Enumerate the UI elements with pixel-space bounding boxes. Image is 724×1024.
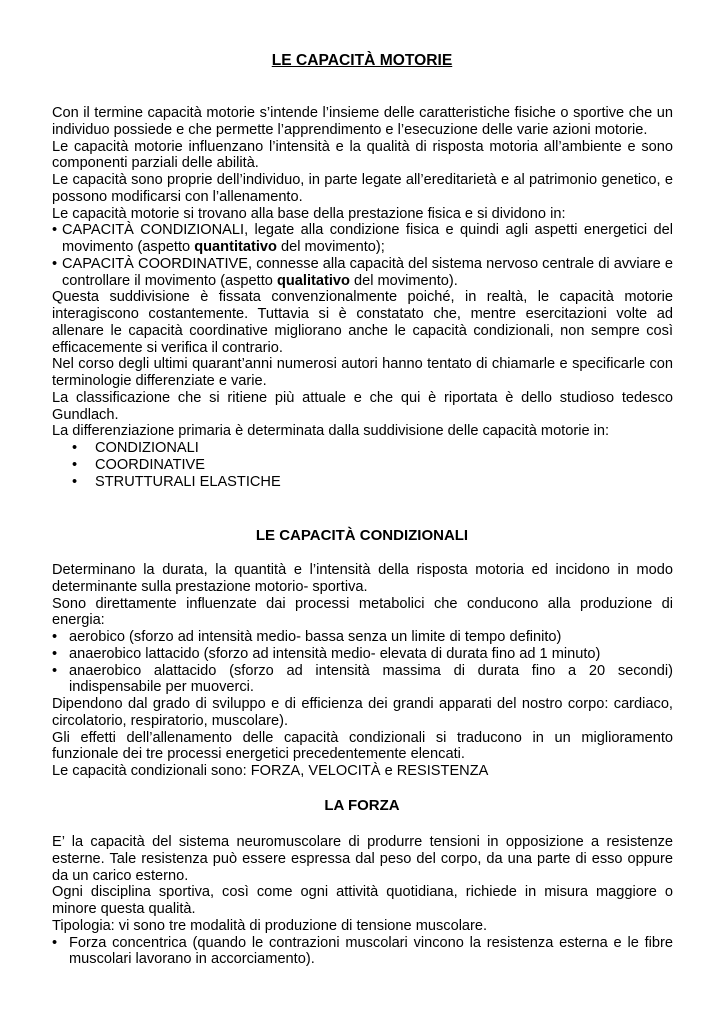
intro-paragraph-7: La classificazione che si ritiene più attuale e che qui è riportata è dello studioso tedesco Gundlach. <box>52 389 673 423</box>
intro-paragraph-4: Le capacità motorie si trovano alla base della prestazione fisica e si dividono in: <box>52 205 566 222</box>
bullet-text: del movimento); <box>276 239 385 255</box>
forza-paragraph-1: E’ la capacità del sistema neuromuscolare di produrre tensioni in opposizione a resistenze esterne. Tale resistenza può essere espressa dal peso del corpo, da una parte di esso oppure da un carico esterno. <box>52 834 673 884</box>
bullet-capacita-coordinative <box>52 256 673 290</box>
forza-section <box>52 834 673 968</box>
condizionali-section <box>52 562 673 780</box>
condizionali-paragraph-3: Dipendono dal grado di sviluppo e di efficienza dei grandi apparati del nostro corpo: cardiaco, circolatorio, respiratorio, muscolare). <box>52 696 673 729</box>
forza-paragraph-2: Ogni disciplina sportiva, così come ogni attività quotidiana, richiede in misura maggiore o minore questa qualità. <box>52 884 673 917</box>
list-item: • COORDINATIVE <box>52 457 673 474</box>
condizionali-paragraph-2: Sono direttamente influenzate dai processi metabolici che conducono alla produzione di energia: <box>52 595 673 629</box>
list-item: • anaerobico lattacido (sforzo ad intensità medio- elevata di durata fino ad 1 minuto) <box>52 646 673 663</box>
condizionali-paragraph-1: Determinano la durata, la quantità e l’intensità della risposta motoria ed incidono in modo determinante sulla prestazione motorio- sportiva. <box>52 562 673 595</box>
list-item: • Forza concentrica (quando le contrazioni muscolari vincono la resistenza esterna e le fibre muscolari lavorano in accorciamento). <box>52 935 673 969</box>
intro-paragraph-2: Le capacità motorie influenzano l’intensità e la qualità di risposta motoria all’ambiente e sono componenti parziali delle abilità. <box>52 138 673 172</box>
bold-qualitativo: qualitativo <box>276 272 350 289</box>
list-item: • STRUTTURALI ELASTICHE <box>52 474 673 491</box>
list-item: • CONDIZIONALI <box>52 440 673 457</box>
intro-paragraph-3: Le capacità sono proprie dell’individuo, in parte legate all’ereditarietà e al patrimonio genetico, e possono modificarsi con l’allenamento. <box>52 172 673 205</box>
intro-paragraph-6: Nel corso degli ultimi quarant’anni numerosi autori hanno tentato di chiamarle e specificarle con terminologie differenziate e varie. <box>52 356 673 389</box>
heading-capacita-condizionali: LE CAPACITÀ CONDIZIONALI <box>255 527 469 544</box>
bullet-text: CAPACITÀ CONDIZIONALI, legate alla condizione fisica e quindi agli aspetti energetici del movimento (aspetto <box>62 222 673 255</box>
intro-paragraph-8: La differenziazione primaria è determinata dalla suddivisione delle capacità motorie in: <box>52 423 610 440</box>
forza-paragraph-3: Tipologia: vi sono tre modalità di produzione di tensione muscolare. <box>52 917 488 934</box>
intro-paragraph-1: Con il termine capacità motorie s’intende l’insieme delle caratteristiche fisiche o sportive che un individuo possiede e che permette l’apprendimento e l’esecuzione delle varie azioni motorie. <box>52 105 673 138</box>
bold-quantitativo: quantitativo <box>194 239 277 255</box>
page-title: LE CAPACITÀ MOTORIE <box>271 52 453 69</box>
bullet-text: del movimento). <box>349 272 458 289</box>
bullet-text: CAPACITÀ COORDINATIVE, connesse alla capacità del sistema nervoso centrale di avviare e controllare il movimento (aspetto <box>62 255 673 289</box>
condizionali-paragraph-4: Gli effetti dell’allenamento delle capacità condizionali si traducono in un miglioramento funzionale dei tre processi energetici precedentemente elencati. <box>52 729 673 763</box>
bullet-capacita-condizionali <box>52 222 673 256</box>
list-item: • anaerobico alattacido (sforzo ad intensità massima di durata fino a 20 secondi) indispensabile per muoverci. <box>52 663 673 697</box>
intro-section <box>52 105 673 490</box>
list-item: • aerobico (sforzo ad intensità medio- bassa senza un limite di tempo definito) <box>52 629 673 646</box>
condizionali-paragraph-5: Le capacità condizionali sono: FORZA, VELOCITÀ e RESISTENZA <box>52 763 489 779</box>
heading-la-forza: LA FORZA <box>324 797 400 814</box>
intro-paragraph-5: Questa suddivisione è fissata convenzionalmente poiché, in realtà, le capacità motorie interagiscono costantemente. Tuttavia si è constatato che, mentre esercitazioni volte ad allenare le capacità coordinative migliorano anche le capacità condizionali, non sempre così efficacemente si verifica il contrario. <box>52 289 673 356</box>
